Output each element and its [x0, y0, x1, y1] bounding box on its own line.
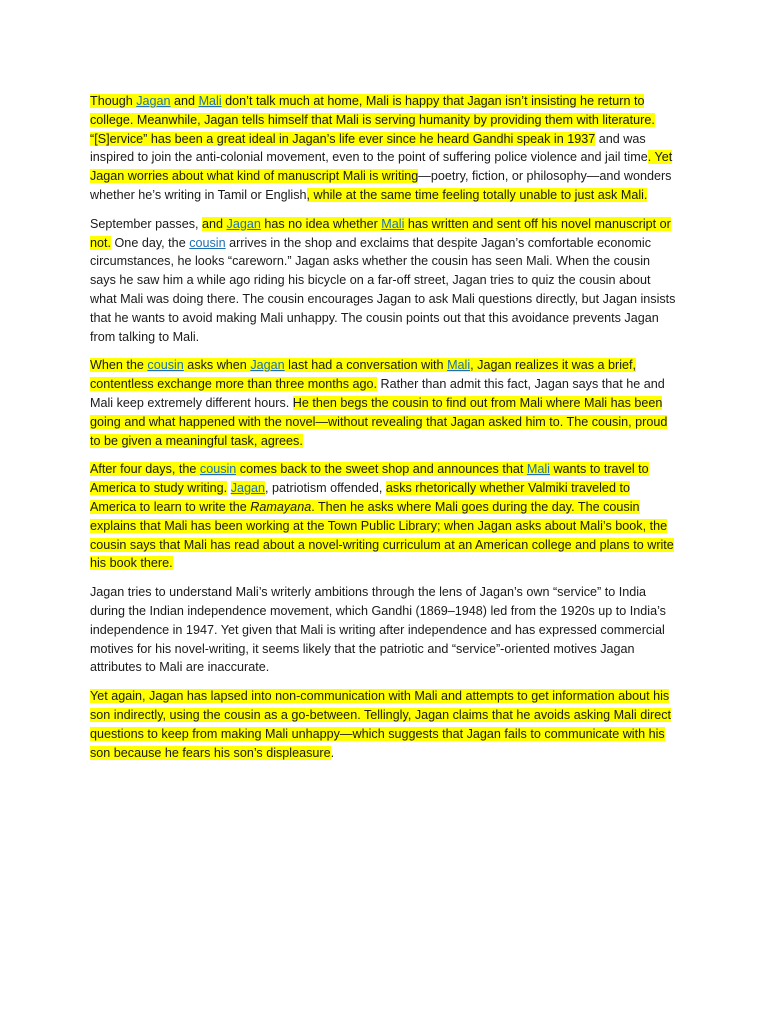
text-run: September passes,: [90, 216, 203, 231]
text-run: When the: [90, 358, 148, 373]
character-link-cousin[interactable]: cousin: [199, 462, 237, 477]
text-run: has no idea whether: [260, 216, 382, 231]
text-run: .: [330, 745, 335, 760]
paragraph: [90, 92, 678, 205]
text-run: . Then he asks where Mali goes during the day. The cousin explains that Mali has been working at the Town Public Library; when Jagan asks about Mali’s book, the cousin says that Mali has read about a novel-writing curriculum at an American college and plans to write his book there.: [90, 499, 674, 571]
highlight: [90, 689, 671, 759]
character-link-jagan[interactable]: Jagan: [250, 358, 285, 373]
text-run: Though: [90, 94, 137, 108]
character-link-mali[interactable]: Mali: [381, 216, 405, 231]
highlight: [227, 217, 261, 231]
character-link-jagan[interactable]: Jagan: [136, 94, 171, 108]
text-run: Rather than admit this fact, Jagan says that he and Mali keep extremely different hours.: [90, 377, 665, 410]
character-link-cousin[interactable]: cousin: [189, 235, 226, 250]
text-run: don’t talk much at home, Mali is happy that Jagan isn’t insisting he return to college. Meanwhile, Jagan tells himself that Mali is serving humanity by providing them with literature. “[S]ervice” has been a great ideal in Jagan’s life ever since he heard Gandhi speak in 1937: [90, 94, 655, 146]
highlight: [202, 217, 227, 231]
paragraph: [90, 583, 678, 677]
highlight: [381, 217, 404, 231]
highlight: [250, 358, 284, 372]
text-run: and: [202, 216, 227, 231]
character-link-jagan[interactable]: Jagan: [226, 216, 261, 231]
text-run: After four days, the: [90, 462, 200, 477]
text-run: , patriotism offended,: [265, 481, 386, 496]
highlight: [285, 358, 447, 372]
paragraph: [90, 356, 678, 450]
highlight: [236, 462, 527, 476]
text-run: comes back to the sweet shop and announces that: [236, 462, 527, 477]
paragraph: [90, 687, 678, 762]
highlight: [90, 358, 147, 372]
character-link-cousin[interactable]: cousin: [147, 358, 184, 373]
highlight: [447, 358, 470, 372]
highlight: [171, 94, 199, 108]
text-run: —poetry, fiction, or philosophy—and wonders whether he’s writing in Tamil or English: [90, 169, 672, 202]
character-link-mali[interactable]: Mali: [526, 462, 550, 477]
text-run: He then begs the cousin to find out from Mali where Mali has been going and what happened with the novel—without revealing that Jagan asked him to. The cousin, proud to be given a meaningful task, agrees.: [90, 395, 668, 448]
highlight: [527, 462, 550, 476]
paragraph: [90, 460, 678, 573]
text-run: asks rhetorically whether Valmiki traveled to America to learn to write the: [90, 481, 630, 514]
text-run: wants to travel to America to study writing.: [90, 462, 649, 496]
text-run: arrives in the shop and exclaims that despite Jagan’s comfortable economic circumstances, he looks “careworn.” Jagan asks whether the cousin has seen Mali. When the cousin says he saw him a while ago riding his bicycle on a far-off street, Jagan tries to quiz the cousin about what Mali was doing there. The cousin encourages Jagan to ask Mali questions directly, but Jagan insists that he wants to avoid making Mali unhappy. The cousin points out that this avoidance prevents Jagan from talking to Mali.: [90, 235, 676, 344]
highlight: [199, 94, 222, 108]
highlight: [200, 462, 236, 476]
highlight: [231, 481, 265, 495]
text-run: has written and sent off his novel manuscript or not.: [90, 216, 671, 250]
highlight: [250, 500, 311, 514]
character-link-mali[interactable]: Mali: [198, 94, 222, 108]
highlight: [90, 94, 136, 108]
text-run: Jagan tries to understand Mali’s writerly ambitions through the lens of Jagan’s own “service” to India during the Indian independence movement, which Gandhi (1869–1948) led from the 1920s up to India’s independence in 1947. Yet given that Mali is writing after independence and has expressed commercial motives for his novel-writing, it seems likely that the patriotic and “service”-oriented motives Jagan attributes to Mali are inaccurate.: [90, 585, 666, 675]
highlight: [261, 217, 381, 231]
text-run: last had a conversation with: [284, 358, 448, 373]
text-run: . Yet Jagan worries about what kind of manuscript Mali is writing: [90, 150, 673, 184]
highlight: [90, 462, 200, 476]
highlight: [184, 358, 251, 372]
text-run: , while at the same time feeling totally unable to just ask Mali.: [306, 187, 648, 202]
text-run: , Jagan realizes it was a brief, contentless exchange more than three months ago.: [90, 358, 637, 392]
character-link-mali[interactable]: Mali: [447, 358, 471, 373]
character-link-jagan[interactable]: Jagan: [230, 481, 266, 496]
text-run: and: [170, 94, 199, 108]
text-run: Yet again, Jagan has lapsed into non-communication with Mali and attempts to get information about his son indirectly, using the cousin as a go-between. Tellingly, Jagan claims that he avoids asking Mali direct questions to keep from making Mali unhappy—which suggests that Jagan fails to communicate with his son because he fears his son’s displeasure: [90, 689, 672, 760]
paragraph: [90, 215, 678, 347]
highlight: [136, 94, 170, 108]
text-run: and was inspired to join the anti-colonial movement, even to the point of suffering police violence and jail time: [90, 131, 648, 165]
document-body: [90, 92, 678, 772]
italic-title: Ramayana: [250, 499, 312, 514]
highlight: [307, 188, 648, 202]
text-run: asks when: [183, 358, 251, 373]
text-run: One day, the: [111, 235, 190, 250]
highlight: [147, 358, 183, 372]
